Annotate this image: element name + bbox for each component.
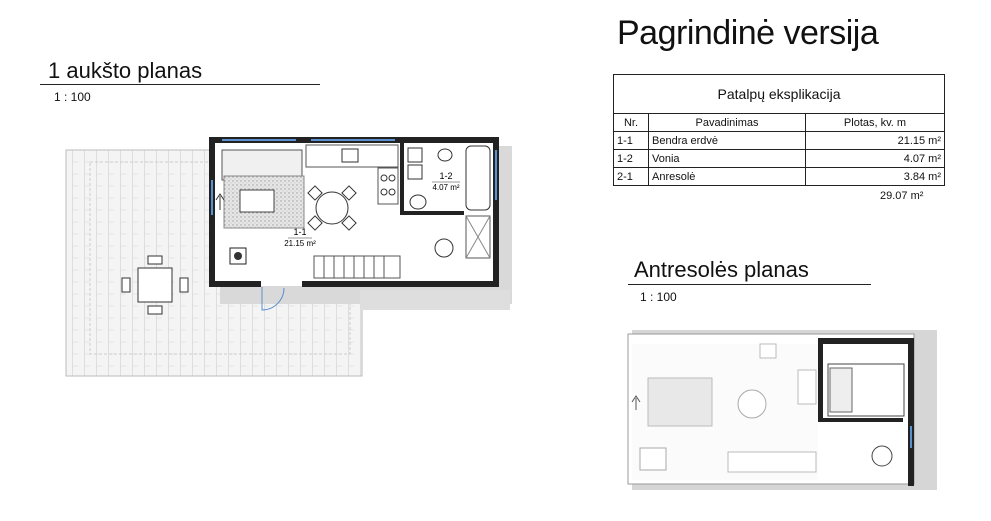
- chair-icon: [435, 239, 453, 257]
- ground-plan-scale: 1 : 100: [54, 90, 91, 104]
- room-name: Bendra erdvė: [649, 132, 806, 150]
- mezzanine-plan-scale: 1 : 100: [640, 290, 677, 304]
- void-rug: [648, 378, 712, 426]
- bathtub-icon: [466, 146, 490, 210]
- ground-plan-title: 1 aukšto planas: [48, 58, 203, 83]
- mezzanine-stairs: [728, 452, 816, 472]
- sink-icon: [342, 149, 358, 162]
- room-name: Vonia: [649, 150, 806, 168]
- room-number: 1-1: [614, 132, 649, 150]
- page-title: Pagrindinė versija: [617, 14, 879, 52]
- column-header: Pavadinimas: [649, 114, 806, 132]
- column-header: Plotas, kv. m: [806, 114, 945, 132]
- total-area: 29.07 m²: [880, 190, 924, 202]
- room-name: Anresolė: [649, 168, 806, 186]
- room-number: 2-1: [614, 168, 649, 186]
- stove-icon: [378, 168, 398, 204]
- room-number: 1-2: [614, 150, 649, 168]
- washbasin-icon: [438, 149, 452, 161]
- mezzanine-plan-title: Antresolės planas: [634, 257, 809, 282]
- room-label-1-1-area: 21.15 m²: [284, 239, 316, 248]
- room-label-1-2-area: 4.07 m²: [432, 183, 460, 192]
- room-area: 3.84 m²: [806, 168, 945, 186]
- explication-title: Patalpų eksplikacija: [614, 75, 945, 114]
- toilet-icon: [410, 195, 426, 209]
- room-area: 4.07 m²: [806, 150, 945, 168]
- room-label-1-1-id: 1-1: [293, 227, 307, 237]
- washer-icon: [408, 148, 422, 162]
- mezzanine-chair-icon: [872, 446, 892, 466]
- column-header: Nr.: [614, 114, 649, 132]
- stairs: [314, 256, 400, 278]
- room-label-1-2-id: 1-2: [439, 171, 453, 181]
- room-area: 21.15 m²: [806, 132, 945, 150]
- coffee-table: [240, 190, 274, 212]
